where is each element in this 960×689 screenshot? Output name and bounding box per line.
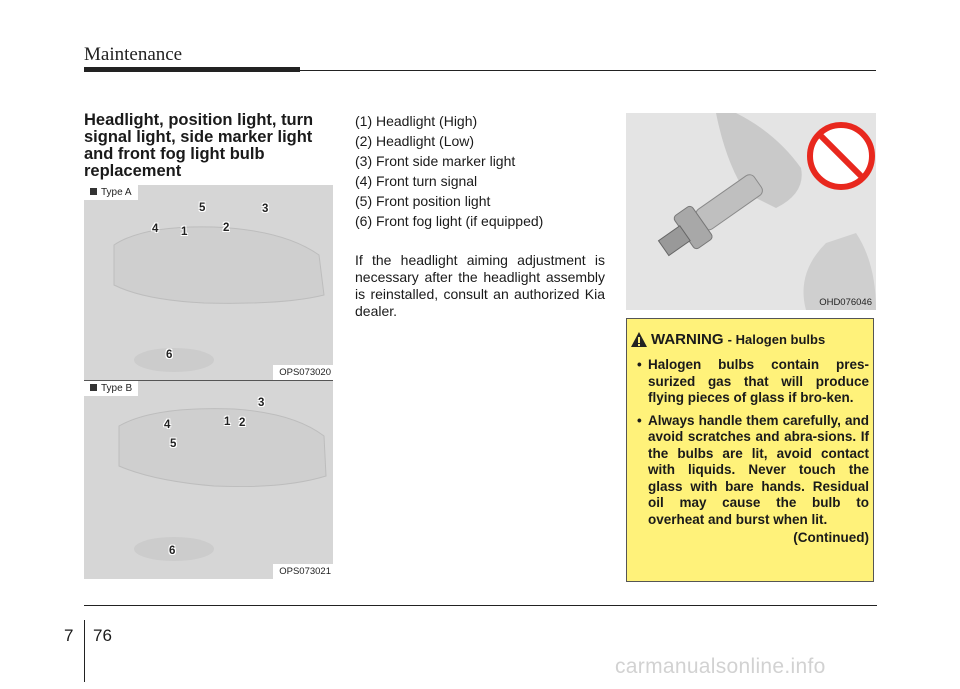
headlamp-illustration-a bbox=[84, 185, 333, 380]
callout-number: 2 bbox=[239, 417, 246, 429]
bulb-list bbox=[355, 111, 605, 231]
hand-holding-bulb-illustration bbox=[626, 113, 876, 310]
list-item: (2) Headlight (Low) bbox=[355, 133, 475, 149]
chapter-number: 7 bbox=[64, 626, 74, 645]
figure-code: OPS073021 bbox=[273, 564, 333, 579]
figure-code: OPS073020 bbox=[273, 365, 333, 380]
aiming-paragraph: If the headlight aiming adjustment is necessary after the headlight assembly is reinstalled, consult an authorized Kia dealer. bbox=[355, 252, 605, 319]
headlamp-illustration-b bbox=[84, 381, 333, 579]
callout-number: 4 bbox=[152, 223, 159, 235]
list-item: (4) Front turn signal bbox=[355, 173, 478, 189]
warning-triangle-icon bbox=[631, 332, 647, 347]
warning-bullet: • Halogen bulbs contain pres-surized gas that will produce flying pieces of glass if bro-ken. bbox=[637, 357, 869, 405]
header-rule-thin bbox=[300, 70, 876, 72]
list-item: (5) Front position light bbox=[355, 193, 491, 209]
callout-number: 1 bbox=[181, 226, 188, 238]
heading-line: replacement bbox=[84, 162, 182, 180]
continued-label: (Continued) bbox=[793, 530, 869, 545]
callout-number: 4 bbox=[164, 419, 171, 431]
diagram-type-b bbox=[84, 380, 333, 579]
heading-line: and front fog light bulb bbox=[84, 145, 265, 163]
callout-number: 5 bbox=[170, 438, 177, 450]
section-heading bbox=[84, 112, 334, 180]
callout-number: 2 bbox=[223, 222, 230, 234]
warning-title bbox=[651, 331, 825, 348]
bulb-handling-photo bbox=[626, 113, 876, 310]
callout-number: 3 bbox=[258, 397, 265, 409]
heading-line: signal light, side marker light bbox=[84, 128, 313, 146]
figure-code: OHD076046 bbox=[819, 297, 872, 308]
list-item: (6) Front fog light (if equipped) bbox=[355, 213, 544, 229]
diagram-type-a bbox=[84, 185, 333, 380]
callout-number: 1 bbox=[224, 416, 231, 428]
header-title: Maintenance bbox=[84, 44, 183, 65]
callout-number: 6 bbox=[166, 349, 173, 361]
type-label: Type A bbox=[84, 185, 138, 200]
warning-body bbox=[637, 357, 869, 547]
header-rule bbox=[84, 67, 300, 72]
callout-number: 3 bbox=[262, 203, 269, 215]
bullet-dot-icon: • bbox=[637, 412, 642, 428]
warning-label: WARNING bbox=[651, 331, 724, 348]
callout-number: 5 bbox=[199, 202, 206, 214]
callout-number: 6 bbox=[169, 545, 176, 557]
bullet-dot-icon: • bbox=[637, 357, 642, 372]
warning-subtitle: - Halogen bulbs bbox=[727, 332, 826, 347]
heading-line: Headlight, position light, turn bbox=[84, 111, 314, 129]
footer-rule bbox=[84, 605, 877, 606]
warning-bullet: • Always handle them carefully, and avoid scratches and abra-sions. If the bulbs are lit, avoid contact with liquids. Never touch the glass with bare hands. Residual oil may cause the bulb to overheat and burst when lit. bbox=[637, 412, 869, 527]
list-item: (3) Front side marker light bbox=[355, 153, 516, 169]
list-item: (1) Headlight (High) bbox=[355, 113, 478, 129]
type-label: Type B bbox=[84, 381, 138, 396]
footer-divider bbox=[84, 620, 85, 682]
page-number: 76 bbox=[93, 626, 112, 645]
warning-box bbox=[626, 318, 874, 582]
watermark: carmanualsonline.info bbox=[615, 655, 826, 678]
